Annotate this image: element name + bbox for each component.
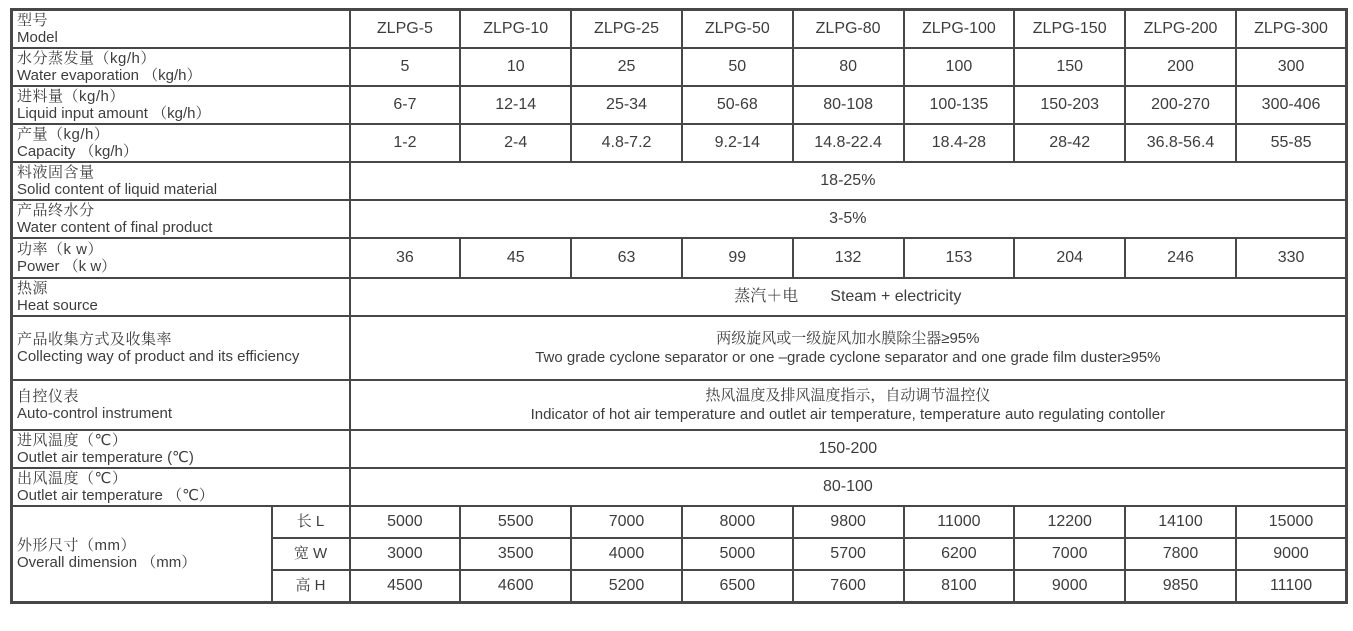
- row-label-zh: 产量（kg/h）: [17, 126, 110, 143]
- row-auto-control: [12, 380, 1347, 430]
- span-value-cell: [350, 380, 1347, 430]
- value-cell: 204: [1014, 238, 1125, 278]
- row-label-zh: 出风温度（℃）: [17, 470, 128, 487]
- value-cell: 45: [460, 238, 571, 278]
- model-cell: ZLPG-5: [350, 10, 461, 49]
- row-final-water: [12, 200, 1347, 238]
- row-label-auto-control: [12, 380, 350, 430]
- value-cell: 5500: [460, 506, 571, 538]
- row-label-model: [12, 10, 350, 49]
- model-cell: ZLPG-300: [1236, 10, 1347, 49]
- row-dimension-length: [12, 506, 1347, 538]
- value-cell: 7800: [1125, 538, 1236, 570]
- span-value-cell: [350, 316, 1347, 380]
- value-cell: 246: [1125, 238, 1236, 278]
- span-value-cell: 蒸汽＋电 Steam + electricity: [350, 278, 1347, 316]
- row-label-en: Heat source: [17, 297, 98, 314]
- dimension-sub-label-length: 长 L: [272, 506, 350, 538]
- span-value-zh: 两级旋风或一级旋风加水膜除尘器≥95%: [716, 330, 980, 347]
- row-label-en: Water evaporation （kg/h）: [17, 67, 202, 84]
- value-cell: 36.8-56.4: [1125, 124, 1236, 162]
- value-cell: 9.2-14: [682, 124, 793, 162]
- row-label-zh: 进风温度（℃）: [17, 432, 128, 449]
- value-cell: 9000: [1236, 538, 1347, 570]
- row-label-zh: 热源: [17, 280, 49, 297]
- value-cell: 7600: [793, 570, 904, 602]
- row-label-en: Liquid input amount （kg/h）: [17, 105, 211, 122]
- row-label-en: Water content of final product: [17, 219, 213, 236]
- row-label-zh: 进料量（kg/h）: [17, 88, 125, 105]
- value-cell: 50-68: [682, 86, 793, 124]
- value-cell: 9800: [793, 506, 904, 538]
- value-cell: 5: [350, 48, 461, 86]
- row-label-power: [12, 238, 350, 278]
- row-capacity: [12, 124, 1347, 162]
- value-cell: 8000: [682, 506, 793, 538]
- row-label-en: Model: [17, 29, 58, 46]
- model-cell: ZLPG-25: [571, 10, 682, 49]
- value-cell: 150: [1014, 48, 1125, 86]
- row-label-en: Outlet air temperature (℃): [17, 449, 194, 466]
- value-cell: 3500: [460, 538, 571, 570]
- value-cell: 15000: [1236, 506, 1347, 538]
- value-cell: 8100: [904, 570, 1015, 602]
- value-cell: 7000: [1014, 538, 1125, 570]
- spec-table: [10, 8, 1348, 604]
- value-cell: 25-34: [571, 86, 682, 124]
- span-value-en: Two grade cyclone separator or one –grade cyclone separator and one grade film duster≥95%: [535, 349, 1161, 366]
- row-label-final-water: [12, 200, 350, 238]
- value-cell: 25: [571, 48, 682, 86]
- value-cell: 12200: [1014, 506, 1125, 538]
- row-label-en: Collecting way of product and its efficiency: [17, 348, 300, 365]
- row-water-evaporation: [12, 48, 1347, 86]
- value-cell: 100-135: [904, 86, 1015, 124]
- row-heat-source: [12, 278, 1347, 316]
- value-cell: 55-85: [1236, 124, 1347, 162]
- value-cell: 99: [682, 238, 793, 278]
- value-cell: 100: [904, 48, 1015, 86]
- value-cell: 9850: [1125, 570, 1236, 602]
- value-cell: 200-270: [1125, 86, 1236, 124]
- model-cell: ZLPG-80: [793, 10, 904, 49]
- value-cell: 300-406: [1236, 86, 1347, 124]
- value-cell: 5200: [571, 570, 682, 602]
- row-outlet-temp: [12, 468, 1347, 506]
- row-label-zh: 外形尺寸（mm）: [17, 536, 136, 554]
- row-label-en: Power （k w）: [17, 258, 117, 275]
- value-cell: 5700: [793, 538, 904, 570]
- value-cell: 7000: [571, 506, 682, 538]
- row-label-zh: 产品收集方式及收集率: [17, 331, 173, 348]
- value-cell: 4500: [350, 570, 461, 602]
- row-collecting: [12, 316, 1347, 380]
- model-cell: ZLPG-150: [1014, 10, 1125, 49]
- value-cell: 6500: [682, 570, 793, 602]
- row-label-outlet-temp: [12, 468, 350, 506]
- value-cell: 11000: [904, 506, 1015, 538]
- value-cell: 14100: [1125, 506, 1236, 538]
- value-cell: 153: [904, 238, 1015, 278]
- value-cell: 4000: [571, 538, 682, 570]
- row-label-capacity: [12, 124, 350, 162]
- model-cell: ZLPG-10: [460, 10, 571, 49]
- model-cell: ZLPG-100: [904, 10, 1015, 49]
- value-cell: 18.4-28: [904, 124, 1015, 162]
- span-value-cell: 3-5%: [350, 200, 1347, 238]
- row-label-en: Capacity （kg/h）: [17, 143, 138, 160]
- row-label-en: Overall dimension （mm）: [17, 553, 197, 571]
- row-label-en: Auto-control instrument: [17, 405, 173, 422]
- value-cell: 330: [1236, 238, 1347, 278]
- value-cell: 4.8-7.2: [571, 124, 682, 162]
- row-label-liquid-input: [12, 86, 350, 124]
- row-label-zh: 料液固含量: [17, 164, 95, 181]
- value-cell: 80-108: [793, 86, 904, 124]
- row-label-zh: 功率（k w）: [17, 241, 104, 258]
- value-cell: 14.8-22.4: [793, 124, 904, 162]
- model-cell: ZLPG-200: [1125, 10, 1236, 49]
- row-power: [12, 238, 1347, 278]
- value-cell: 4600: [460, 570, 571, 602]
- row-label-heat-source: [12, 278, 350, 316]
- value-cell: 2-4: [460, 124, 571, 162]
- value-cell: 6-7: [350, 86, 461, 124]
- value-cell: 150-203: [1014, 86, 1125, 124]
- value-cell: 6200: [904, 538, 1015, 570]
- value-cell: 3000: [350, 538, 461, 570]
- span-value-cell: 18-25%: [350, 162, 1347, 200]
- row-inlet-temp: [12, 430, 1347, 468]
- row-model: [12, 10, 1347, 49]
- row-label-dimension: [12, 506, 272, 602]
- model-cell: ZLPG-50: [682, 10, 793, 49]
- row-solid-content: [12, 162, 1347, 200]
- row-label-solid-content: [12, 162, 350, 200]
- row-label-collecting: [12, 316, 350, 380]
- value-cell: 36: [350, 238, 461, 278]
- row-liquid-input: [12, 86, 1347, 124]
- value-cell: 9000: [1014, 570, 1125, 602]
- value-cell: 28-42: [1014, 124, 1125, 162]
- row-label-zh: 水分蒸发量（kg/h）: [17, 50, 156, 67]
- value-cell: 11100: [1236, 570, 1347, 602]
- value-cell: 5000: [350, 506, 461, 538]
- value-cell: 5000: [682, 538, 793, 570]
- value-cell: 10: [460, 48, 571, 86]
- value-cell: 1-2: [350, 124, 461, 162]
- value-cell: 80: [793, 48, 904, 86]
- value-cell: 300: [1236, 48, 1347, 86]
- row-label-inlet-temp: [12, 430, 350, 468]
- row-label-zh: 型号: [17, 12, 49, 29]
- span-value-en: Indicator of hot air temperature and outlet air temperature, temperature auto regulating contoller: [530, 406, 1166, 423]
- value-cell: 63: [571, 238, 682, 278]
- value-cell: 200: [1125, 48, 1236, 86]
- value-cell: 50: [682, 48, 793, 86]
- value-cell: 12-14: [460, 86, 571, 124]
- row-label-en: Outlet air temperature （℃）: [17, 487, 214, 504]
- span-value-zh: 热风温度及排风温度指示，自动调节温控仪: [705, 387, 991, 404]
- dimension-sub-label-width: 宽 W: [272, 538, 350, 570]
- row-label-zh: 自控仪表: [17, 388, 80, 405]
- value-cell: 132: [793, 238, 904, 278]
- row-label-en: Solid content of liquid material: [17, 181, 218, 198]
- row-label-water-evaporation: [12, 48, 350, 86]
- dimension-sub-label-height: 高 H: [272, 570, 350, 602]
- span-value-cell: 80-100: [350, 468, 1347, 506]
- span-value-cell: 150-200: [350, 430, 1347, 468]
- row-label-zh: 产品终水分: [17, 202, 95, 219]
- spec-sheet: [10, 8, 1348, 604]
